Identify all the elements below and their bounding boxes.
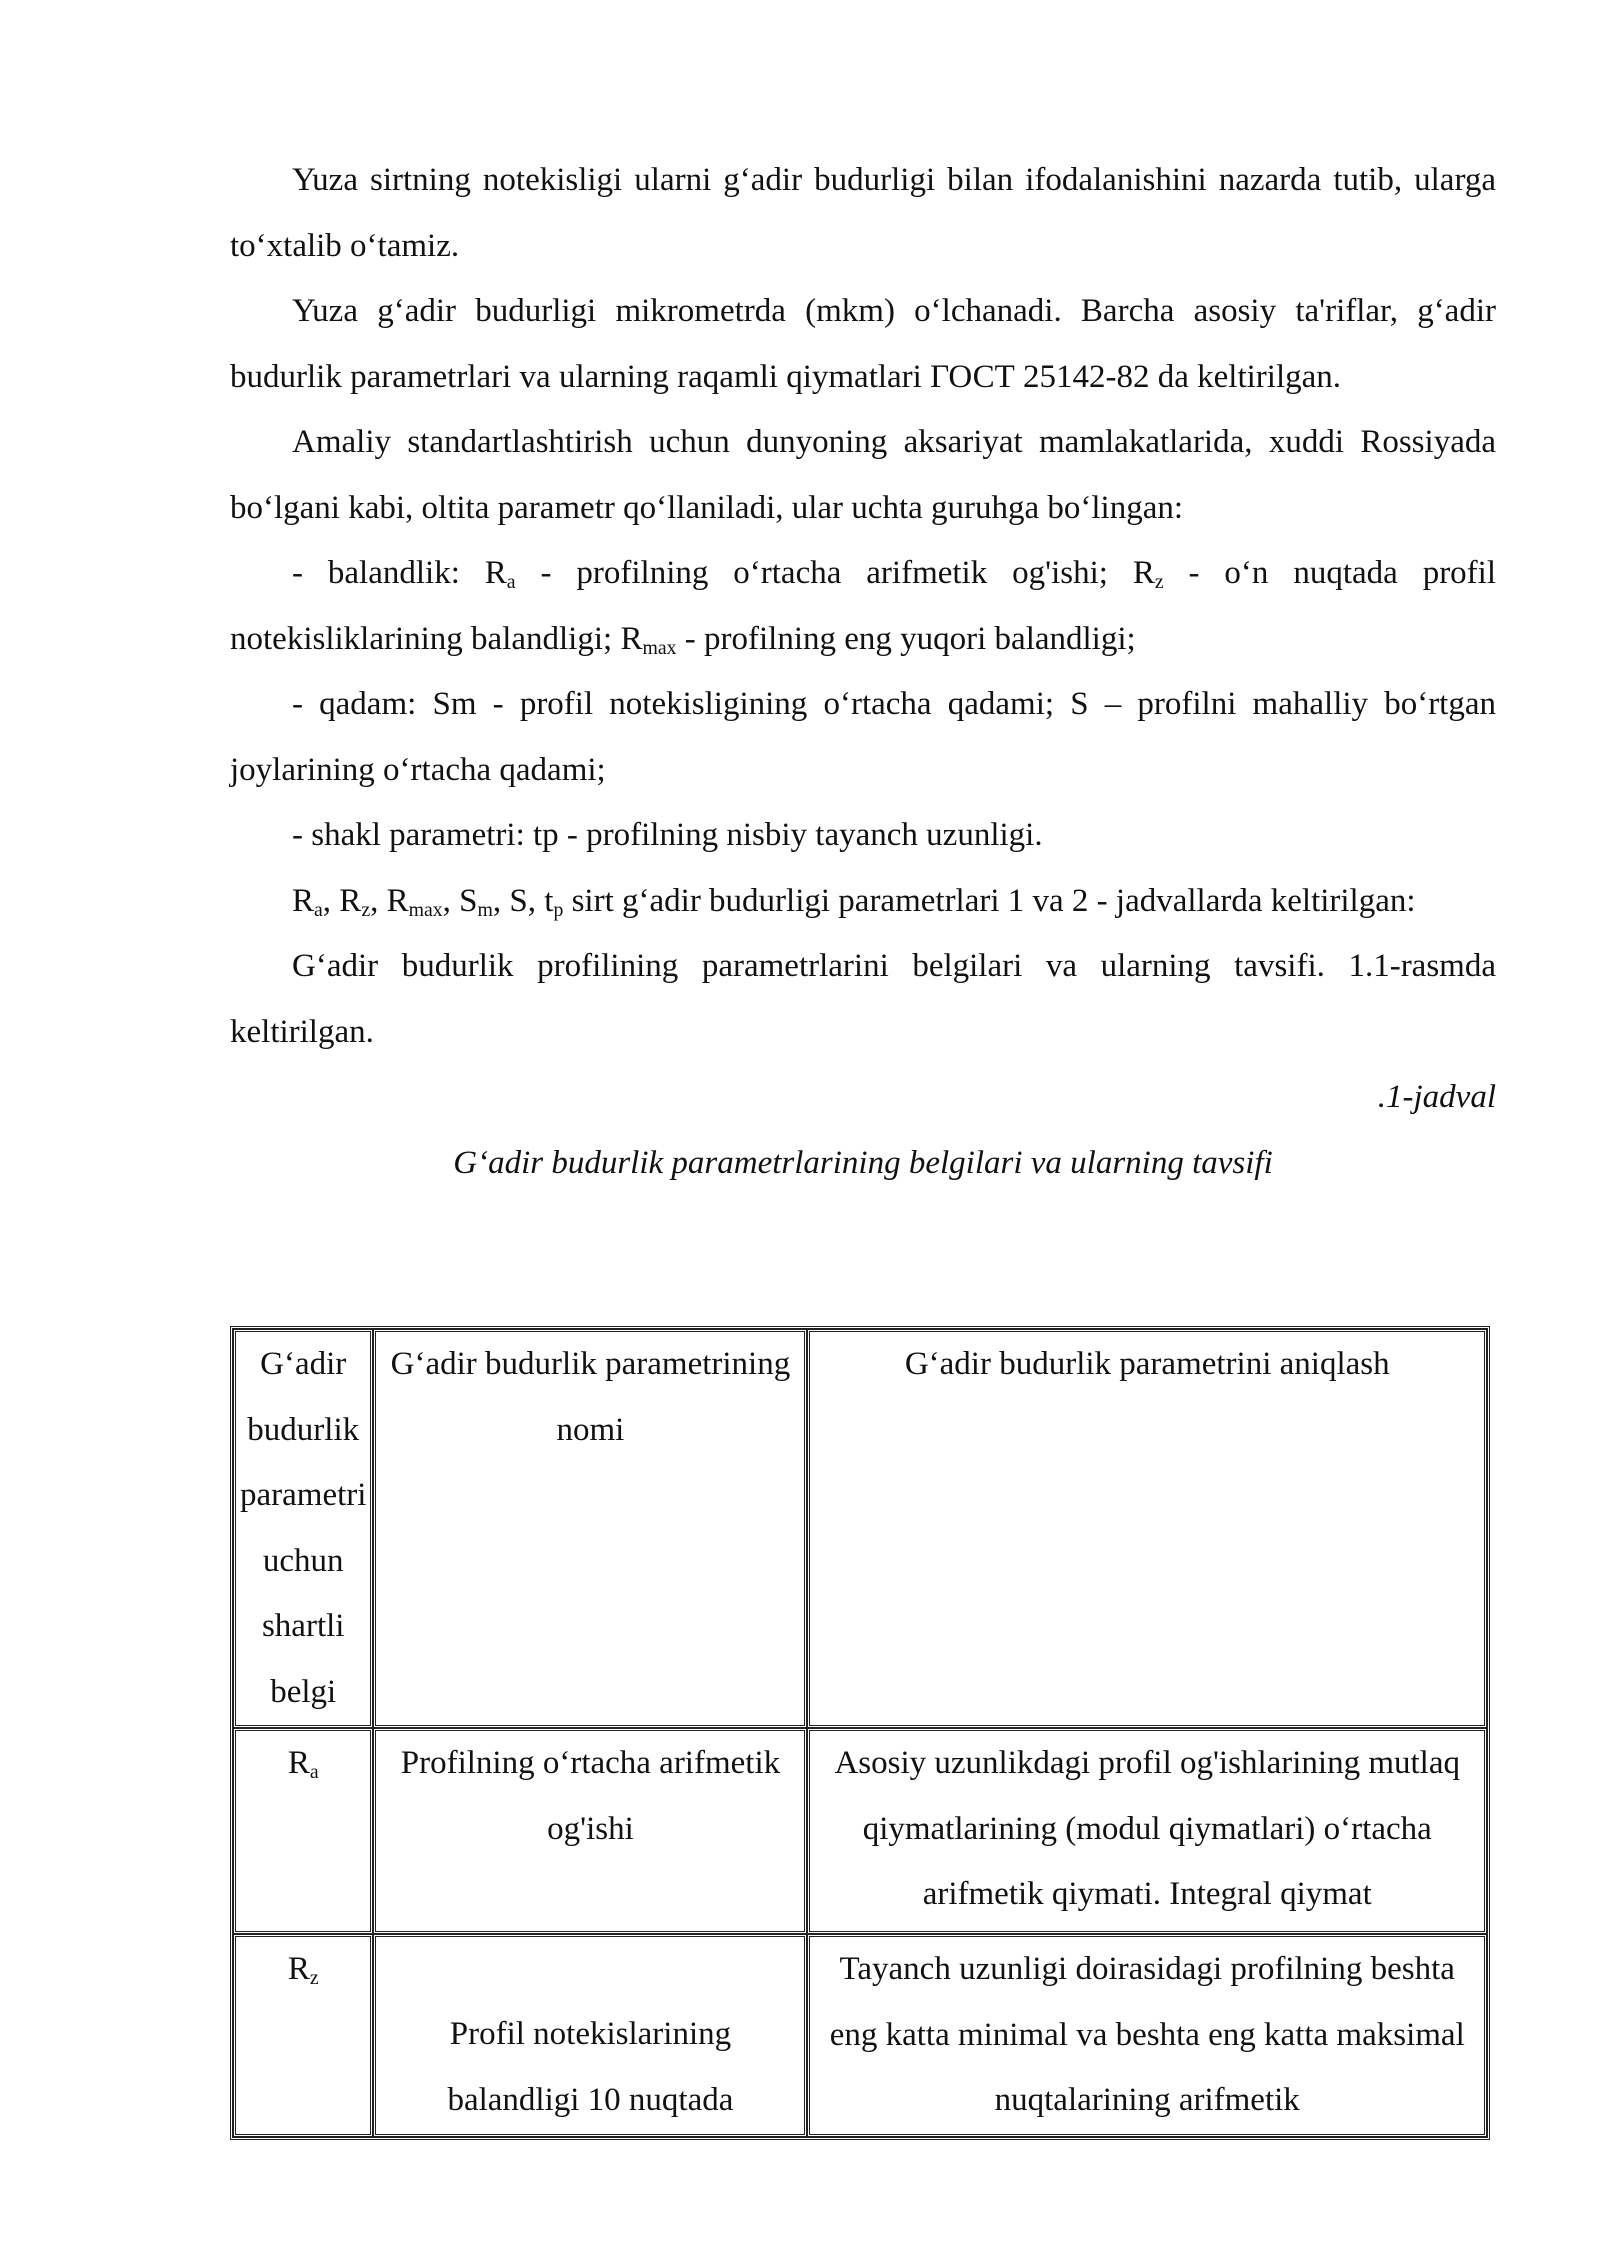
paragraph-3: Amaliy standartlashtirish uchun dunyoning aksariyat mamlakatlarida, xuddi Rossiyada bo‘lgani kabi, oltita parametr qo‘llaniladi, ular uchta guruhga bo‘lingan:	[230, 424, 1496, 526]
cell-symbol: $R_a$	[233, 1728, 373, 1934]
paragraph-1: Yuza sirtning notekisligi ularni g‘adir budurligi bilan ifodalanishini nazarda tutib, ularga to‘xtalib o‘tamiz.	[230, 162, 1496, 264]
table-row	[233, 1728, 1487, 1934]
table-number: .1-jadval	[1377, 1079, 1496, 1115]
cell-name: Profil notekislarining balandligi 10 nuqtada	[373, 1934, 807, 2137]
paragraph-shape-params: - shakl parametri: tp - profilning nisbiy tayanch uzunligi.	[292, 817, 1043, 853]
cell-symbol: $R_z$	[233, 1934, 373, 2137]
paragraph-step-params: - qadam: Sm - profil notekisligining o‘rtacha qadami; S – profilni mahalliy bo‘rtgan joylarining o‘rtacha qadami;	[230, 686, 1496, 788]
table-header-row	[233, 1329, 1487, 1728]
paragraph-figure-ref: G‘adir budurlik profilining parametrlarini belgilari va ularning tavsifi. 1.1-rasmda keltirilgan.	[230, 948, 1496, 1050]
cell-definition: Tayanch uzunligi doirasidagi profilning beshta eng katta minimal va beshta eng katta maksimal nuqtalarining arifmetik	[807, 1934, 1487, 2137]
paragraph-2: Yuza g‘adir budurligi mikrometrda (mkm) o‘lchanadi. Barcha asosiy ta'riflar, g‘adir budurlik parametrlari va ularning raqamli qiymatlari ГОСТ 25142-82 da keltirilgan.	[230, 293, 1496, 395]
table-title: G‘adir budurlik parametrlarining belgilari va ularning tavsifi	[453, 1144, 1273, 1181]
header-symbol: G‘adir budurlik parametri uchun shartli belgi	[233, 1329, 373, 1728]
paragraph-height-params: - balandlik: $R_a$ - profilning o‘rtacha arifmetik og'ishi; $R_z$ - o‘n nuqtada profil notekisliklarining balandligi; $R_{max}$ - profilning eng yuqori balandligi;	[230, 555, 1497, 659]
table-row	[233, 1934, 1487, 2137]
cell-name: Profilning o‘rtacha arifmetik og'ishi	[373, 1728, 807, 1934]
body-text	[230, 148, 1496, 1196]
parameters-table	[230, 1326, 1490, 2140]
header-name: G‘adir budurlik parametrining nomi	[373, 1329, 807, 1728]
paragraph-param-list: $R_a$, $R_z$, $R_{max}$, $S_m$, S, $t_p$ sirt g‘adir budurligi parametrlari 1 va 2 - jadvallarda keltirilgan:	[292, 882, 1416, 921]
cell-definition: Asosiy uzunlikdagi profil og'ishlarining mutlaq qiymatlarining (modul qiymatlari) o‘rtacha arifmetik qiymati. Integral qiymat	[807, 1728, 1487, 1934]
header-definition: G‘adir budurlik parametrini aniqlash	[807, 1329, 1487, 1728]
